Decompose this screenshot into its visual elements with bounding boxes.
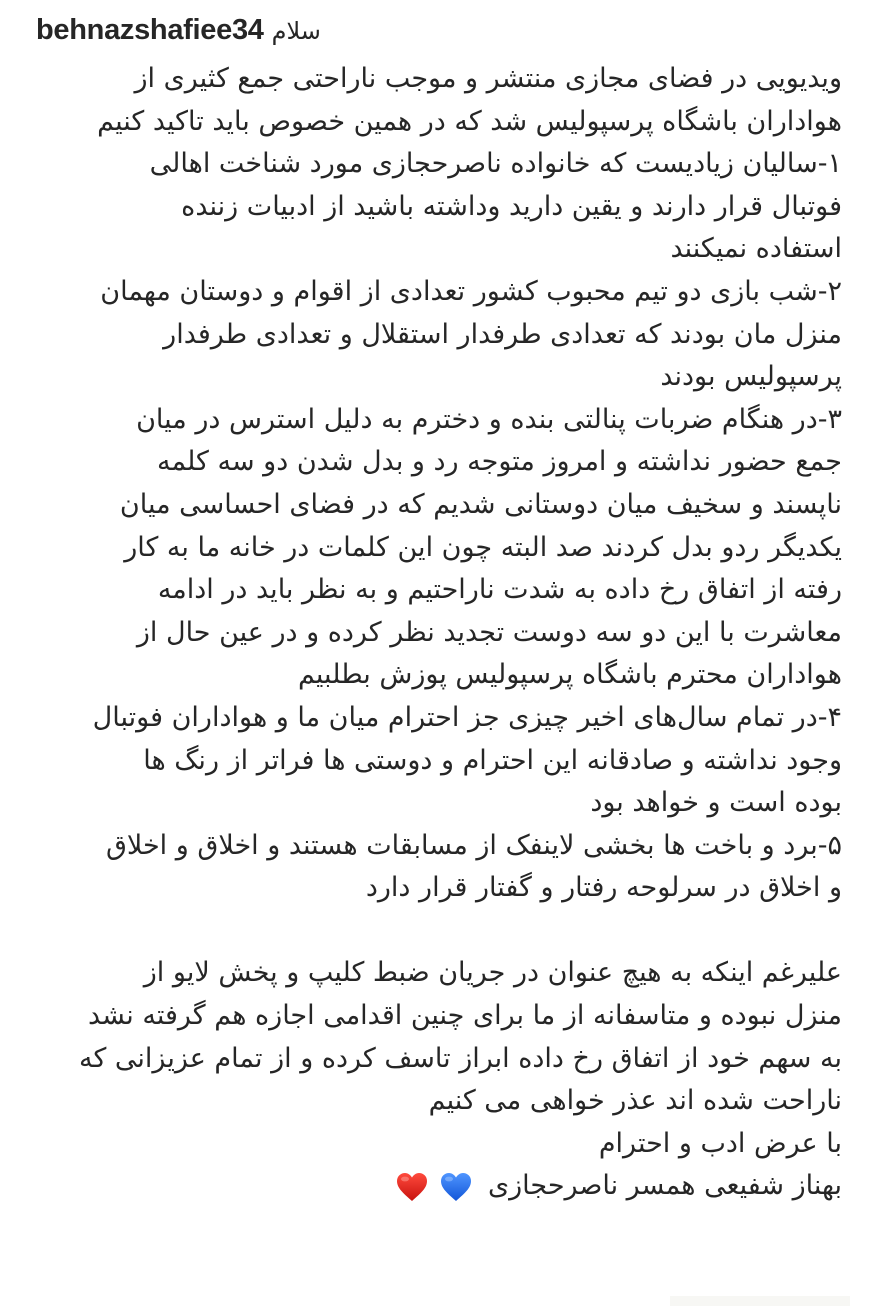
caption-line: وجود نداشته و صادقانه این احترام و دوستی ها فراتر از رنگ ها: [143, 744, 842, 776]
blue-heart-icon: [439, 1171, 473, 1203]
caption-line: هواداران محترم باشگاه پرسپولیس پوزش بطلبیم: [297, 659, 842, 691]
bottom-edge-artifact: [670, 1296, 850, 1306]
caption-line: ناپسند و سخیف میان دوستانی شدیم که در فضای احساسی میان: [119, 488, 842, 520]
caption-line: ناراحت شده اند عذر خواهی می کنیم: [428, 1085, 842, 1117]
caption-line: بوده است و خواهد بود: [590, 787, 842, 819]
caption-line: یکدیگر ردو بدل کردند صد البته چون این کلمات در خانه ما به کار: [124, 531, 842, 563]
caption-line: ۵-برد و باخت ها بخشی لاینفک از مسابقات هستند و اخلاق و اخلاق: [105, 829, 842, 861]
caption-line: با عرض ادب و احترام: [598, 1127, 842, 1159]
caption-body: [22, 58, 842, 1208]
caption-line: ۳-در هنگام ضربات پنالتی بنده و دخترم به دلیل استرس در میان: [136, 403, 842, 435]
signature-line: [22, 1165, 842, 1208]
caption-line: منزل مان بودند که تعدادی طرفدار استقلال و تعدادی طرفدار: [163, 318, 842, 350]
caption-line: ۱-سالیان زیادیست که خانواده ناصرحجازی مورد شناخت اهالی: [149, 148, 842, 180]
red-heart-icon: [395, 1171, 429, 1203]
caption-line: رفته از اتفاق رخ داده به شدت ناراحتیم و به نظر باید در ادامه: [157, 574, 842, 606]
caption-line: و اخلاق در سرلوحه رفتار و گفتار قرار دارد: [365, 872, 842, 904]
caption-line: پرسپولیس بودند: [660, 361, 842, 393]
caption-line: هواداران باشگاه پرسپولیس شد که در همین خصوص باید تاکید کنیم: [97, 105, 842, 137]
caption-line: منزل نبوده و متاسفانه از ما برای چنین اقدامی اجازه هم گرفته نشد: [88, 1000, 842, 1032]
caption-line: ۲-شب بازی دو تیم محبوب کشور تعدادی از اقوام و دوستان مهمان: [100, 275, 842, 307]
caption-line: علیرغم اینکه به هیچ عنوان در جریان ضبط کلیپ و پخش لایو از: [143, 957, 842, 989]
caption-line: جمع حضور نداشته و امروز متوجه رد و بدل شدن دو سه کلمه: [157, 446, 842, 478]
caption-line: ۴-در تمام سال‌های اخیر چیزی جز احترام میان ما و هواداران فوتبال: [92, 701, 842, 733]
heart-emojis: [393, 1166, 474, 1209]
username-link[interactable]: behnazshafiee34: [36, 14, 264, 46]
caption-line: فوتبال قرار دارند و یقین دارید وداشته باشید از ادبیات زننده: [181, 190, 842, 222]
signature-text: بهناز شفیعی همسر ناصرحجازی: [488, 1170, 842, 1202]
caption-line: ویدیویی در فضای مجازی منتشر و موجب ناراحتی جمع کثیری از: [134, 63, 842, 94]
caption-line: استفاده نمیکنند: [670, 233, 842, 265]
greeting-text: سلام: [271, 17, 321, 45]
caption-line: معاشرت با این دو سه دوست تجدید نظر کرده و در عین حال از: [136, 616, 842, 648]
caption-header: [36, 14, 321, 56]
caption-blank-line: [22, 910, 842, 953]
caption-line: به سهم خود از اتفاق رخ داده ابراز تاسف کرده و از تمام عزیزانی که: [78, 1042, 842, 1074]
